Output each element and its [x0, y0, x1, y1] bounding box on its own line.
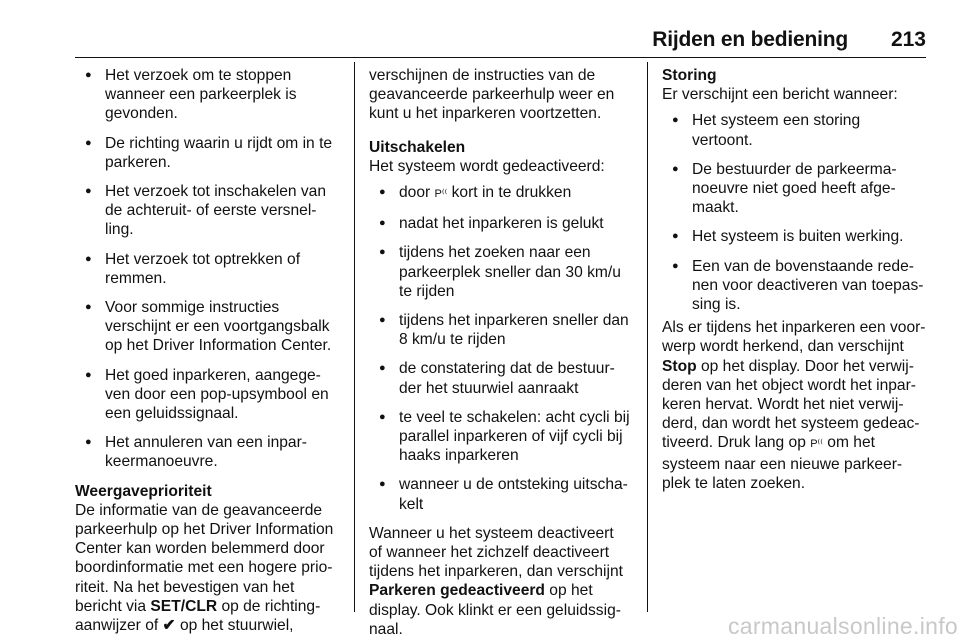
paragraph-text: op de richting- aanwijzer of: [75, 597, 321, 635]
display-message-label: Stop: [662, 357, 697, 375]
list-item: ● Voor sommige instructies verschijnt er een voortgangsbalk op het Driver Information Center.: [75, 298, 347, 356]
column-divider-2: [647, 62, 648, 612]
column-3: [662, 66, 930, 493]
list-item: ● wanneer u de ontsteking uitscha- kelt: [369, 475, 635, 513]
paragraph-text: Als er tijdens het inparkeren een voor- werp wordt herkend, dan verschijnt: [662, 319, 926, 356]
bullet-list: [75, 66, 347, 472]
parking-assist-icon: P⁽⁽: [434, 188, 448, 201]
list-item: ● Het goed inparkeren, aangege- ven door een pop-upsymbool en een geluidssignaal.: [75, 366, 347, 424]
list-item: ● De bestuurder de parkeerma- noeuvre niet goed heeft afge- maakt.: [662, 160, 930, 218]
list-item: ● te veel te schakelen: acht cycli bij parallel inparkeren of vijf cycli bij haaks inparkeren: [369, 408, 635, 466]
paragraph-text: Wanneer u het systeem deactiveert of wanneer het zichzelf deactiveert tijdens het inparkeren, dan verschijnt: [369, 524, 623, 581]
paragraph: [369, 524, 635, 639]
list-item: ● De richting waarin u rijdt om in te parkeren.: [75, 134, 347, 172]
paragraph-text: om het systeem naar een nieuwe parkeer- plek te laten zoeken.: [662, 434, 903, 492]
paragraph-text: op het display. Door het verwij- deren van het object wordt het inpar- keren hervat. Wordt het niet verwij- derd, dan wordt het systeem gedeac- tiveerd. Druk lang op: [662, 357, 920, 452]
section-heading: Uitschakelen: [369, 138, 466, 156]
list-item: ● Het verzoek tot inschakelen van de achteruit- of eerste versnel- ling.: [75, 182, 347, 240]
column-2: [369, 66, 635, 639]
parking-assist-icon: P⁽⁽: [810, 438, 823, 451]
list-item: ● Het systeem een storing vertoont.: [662, 111, 930, 149]
paragraph: verschijnen de instructies van de geavanceerde parkeerhulp weer en kunt u het inparkeren voortzetten.: [369, 67, 615, 123]
bullet-list: [662, 111, 930, 314]
list-item: ● Het annuleren van een inpar- keermanoeuvre.: [75, 433, 347, 471]
checkmark-icon: ✔: [162, 617, 176, 635]
section-title: Rijden en bediening: [652, 28, 848, 51]
list-item: ● Een van de bovenstaande rede- nen voor deactiveren van toepas- sing is.: [662, 257, 930, 315]
paragraph-text: De informatie van de geavanceerde parkeerhulp op het Driver Information Center kan worden belemmerd door boordinformatie met een hogere prio- riteit. Na het bevestigen van het bericht via: [75, 501, 334, 615]
section-heading: Storing: [662, 67, 717, 84]
list-item: ● Het verzoek tot optrekken of remmen.: [75, 250, 347, 288]
column-divider-1: [354, 62, 355, 612]
list-item: ● tijdens het zoeken naar een parkeerplek sneller dan 30 km/u te rijden: [369, 243, 635, 301]
list-item: ● de constatering dat de bestuur- der het stuurwiel aanraakt: [369, 359, 635, 397]
page-number: 213: [890, 28, 926, 51]
section-heading: Weergaveprioriteit: [75, 482, 212, 500]
paragraph: [662, 318, 930, 493]
list-item-text: door: [399, 184, 435, 202]
paragraph: [75, 501, 347, 635]
paragraph-text: op het display. Ook klinkt er een geluidssig- naal.: [369, 582, 621, 638]
page-header: [0, 0, 960, 58]
bullet-list: [369, 183, 635, 514]
list-item: ● tijdens het inparkeren sneller dan 8 km/u te rijden: [369, 311, 635, 349]
list-item: [369, 183, 635, 204]
list-item: ● Het verzoek om te stoppen wanneer een parkeerplek is gevonden.: [75, 66, 347, 124]
list-item: ● nadat het inparkeren is gelukt: [369, 214, 635, 233]
set-clr-control-label: SET/CLR: [150, 597, 218, 615]
watermark: carmanualsonline.info: [727, 613, 958, 639]
list-item: ● Het systeem is buiten werking.: [662, 227, 930, 246]
header-rule: [75, 57, 926, 58]
display-message-label: Parkeren gedeactiveerd: [369, 582, 545, 600]
list-item-text: kort in te drukken: [447, 184, 572, 202]
column-1: [75, 66, 347, 635]
paragraph-text: op het stuurwiel,: [175, 617, 294, 635]
paragraph: Het systeem wordt gedeactiveerd:: [369, 157, 605, 175]
paragraph: Er verschijnt een bericht wanneer:: [662, 86, 898, 104]
